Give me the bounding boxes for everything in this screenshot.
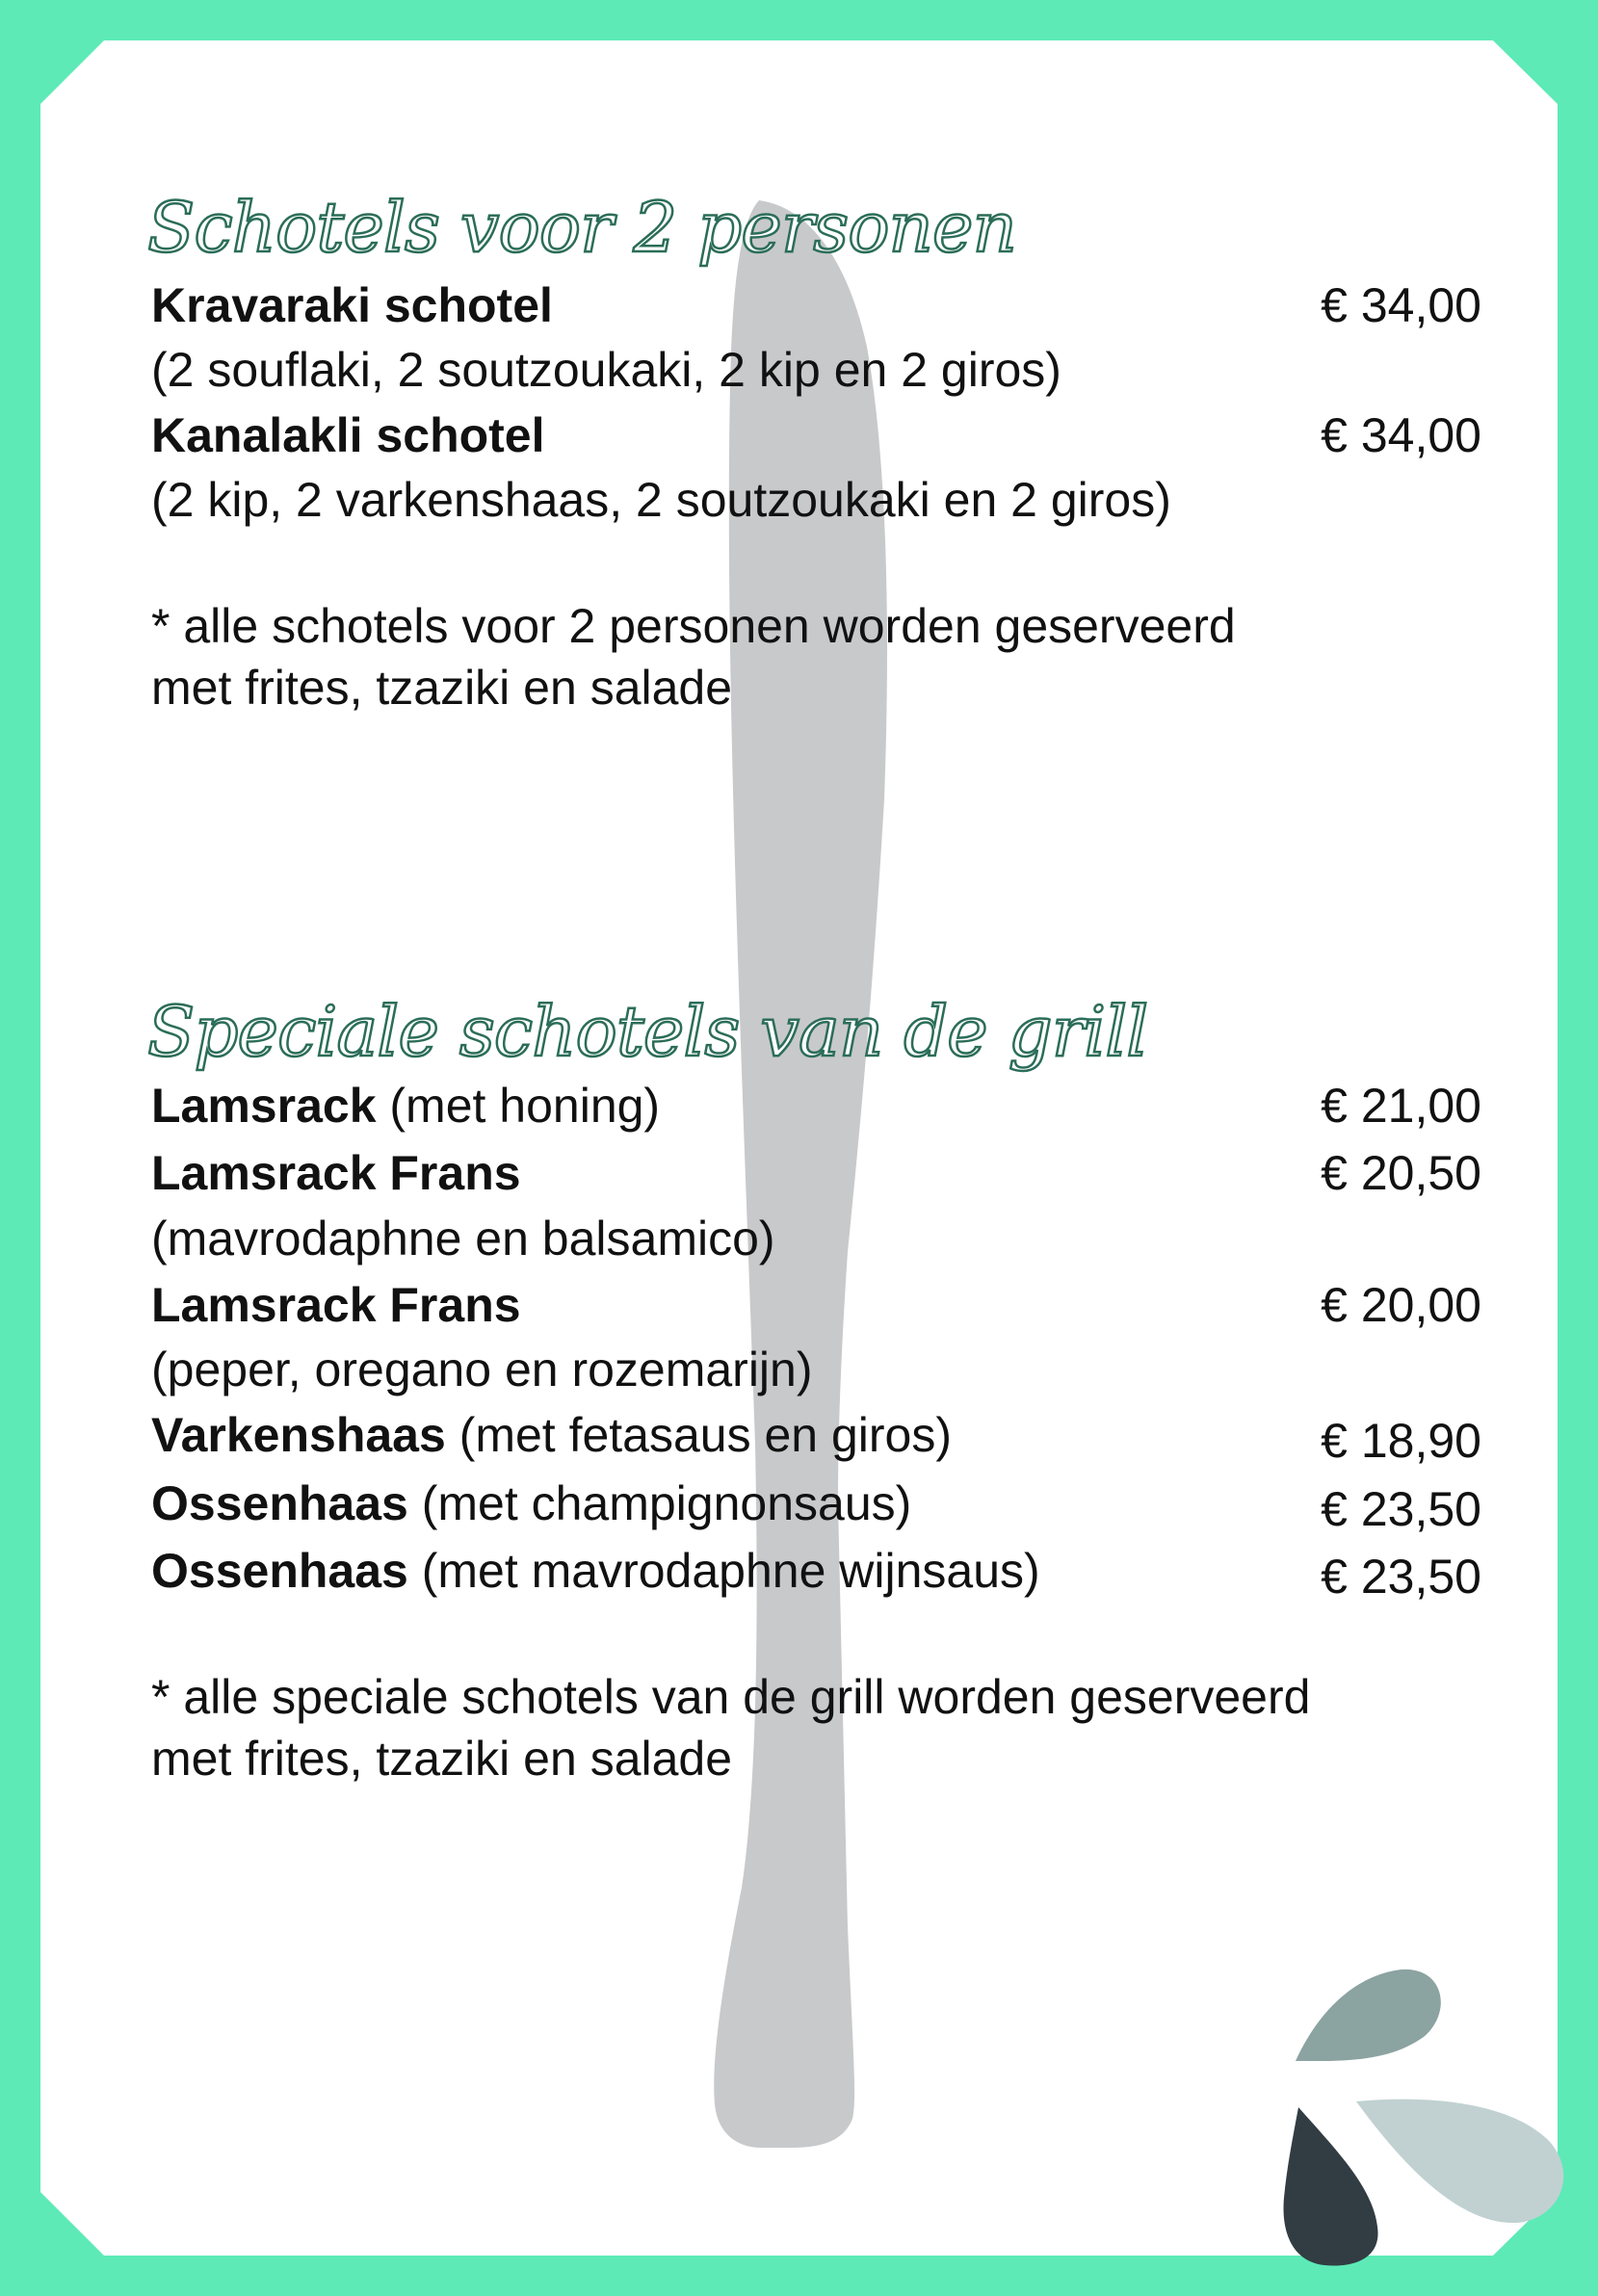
menu-item-description: (2 kip, 2 varkenshaas, 2 soutzoukaki en 2 giros) <box>151 473 1171 527</box>
menu-item-name: Kanalakli schotel <box>151 408 545 462</box>
menu-item-note: (met fetasaus en giros) <box>445 1408 953 1462</box>
menu-item-price: € 20,00 <box>1321 1278 1481 1332</box>
menu-item-description: (mavrodaphne en balsamico) <box>151 1212 775 1265</box>
section-title-schotels-voor-2: Schotels voor 2 personen <box>147 187 1016 268</box>
note-line: met frites, tzaziki en salade <box>151 1732 733 1786</box>
menu-item <box>151 1406 1481 1468</box>
menu-item <box>151 1077 1481 1135</box>
menu-item-price: € 23,50 <box>1321 1550 1481 1604</box>
menu-item-price: € 34,00 <box>1321 278 1481 332</box>
menu-item <box>151 1276 1481 1334</box>
menu-item-name: Lamsrack Frans <box>151 1146 521 1200</box>
leaf-dark-icon <box>1283 2107 1377 2266</box>
menu-item <box>151 276 1481 334</box>
menu-item <box>151 406 1481 464</box>
section-note <box>151 1666 1310 1789</box>
note-line: met frites, tzaziki en salade <box>151 661 733 715</box>
menu-item <box>151 1144 1481 1202</box>
menu-item-price: € 23,50 <box>1321 1482 1481 1536</box>
section-title-speciale-schotels: Speciale schotels van de grill <box>147 991 1148 1072</box>
menu-item-price: € 18,90 <box>1321 1414 1481 1468</box>
leaf-top-icon <box>1296 1970 1441 2061</box>
menu-item <box>151 1474 1481 1536</box>
menu-item-name: Lamsrack Frans <box>151 1278 521 1332</box>
menu-item <box>151 1542 1481 1604</box>
menu-item-note: (met honing) <box>376 1079 661 1133</box>
menu-item-description: (2 souflaki, 2 soutzoukaki, 2 kip en 2 giros) <box>151 343 1061 397</box>
menu-item-name: Kravaraki schotel <box>151 278 553 332</box>
menu-item-description: (peper, oregano en rozemarijn) <box>151 1343 813 1396</box>
leaf-right-icon <box>1356 2100 1563 2223</box>
menu-item-note: (met champignonsaus) <box>407 1476 912 1530</box>
menu-item-price: € 34,00 <box>1321 408 1481 462</box>
menu-item-name: Ossenhaas <box>151 1544 408 1598</box>
section-note <box>151 595 1236 718</box>
menu-item-price: € 20,50 <box>1321 1146 1481 1200</box>
menu-item-note: (met mavrodaphne wijnsaus) <box>407 1544 1040 1598</box>
menu-item-name: Ossenhaas <box>151 1476 408 1530</box>
note-line: * alle schotels voor 2 personen worden geserveerd <box>151 599 1236 653</box>
note-line: * alle speciale schotels van de grill worden geserveerd <box>151 1670 1311 1724</box>
menu-item-price: € 21,00 <box>1321 1079 1481 1133</box>
menu-item-name: Lamsrack <box>151 1079 377 1133</box>
menu-item-name: Varkenshaas <box>151 1408 446 1462</box>
